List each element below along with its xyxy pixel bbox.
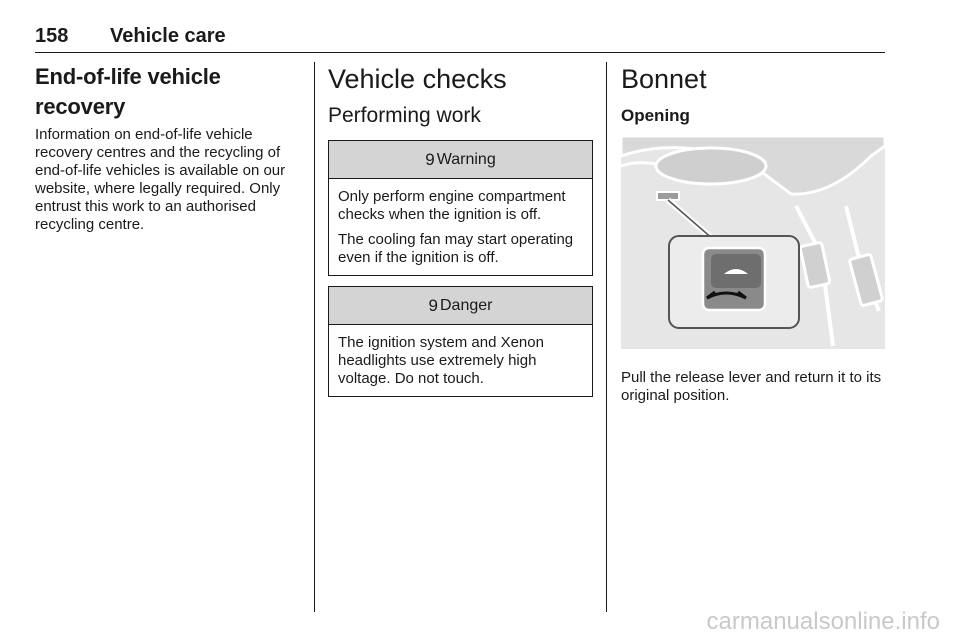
column-end-of-life — [35, 62, 303, 234]
section-heading: Vehicle checks — [328, 64, 507, 94]
chapter-title: Vehicle care — [110, 25, 226, 47]
warning-title: Warning — [436, 150, 496, 168]
danger-box — [328, 286, 593, 397]
column-vehicle-checks — [328, 62, 593, 397]
danger-title: Danger — [439, 296, 493, 314]
danger-box-header — [329, 287, 592, 325]
page-number: 158 — [35, 25, 69, 47]
column-divider — [314, 62, 315, 612]
warning-text: Only perform engine compartment checks when the ignition is off. — [338, 188, 566, 223]
body-text: Information on end-of-life vehicle recovery centres and the recycling of end-of-life vehicles is available on our website, where legally required. Only entrust this work to an authorised recycling centre. — [35, 126, 286, 233]
bonnet-release-illustration — [621, 136, 885, 349]
warning-box — [328, 140, 593, 276]
danger-icon: 9 — [428, 295, 438, 315]
column-bonnet — [621, 62, 887, 405]
warning-icon: 9 — [425, 149, 435, 169]
page-header — [35, 22, 885, 53]
sub-heading: Performing work — [328, 104, 481, 127]
watermark: carmanualsonline.info — [706, 608, 940, 635]
column-divider — [606, 62, 607, 612]
danger-text: The ignition system and Xenon headlights use extremely high voltage. Do not touch. — [338, 334, 544, 387]
warning-text: The cooling fan may start operating even if the ignition is off. — [338, 231, 574, 266]
section-heading: End-of-life vehicle recovery — [35, 64, 221, 119]
figure-caption: Pull the release lever and return it to its original position. — [621, 369, 882, 404]
warning-box-header — [329, 141, 592, 179]
section-heading: Bonnet — [621, 64, 707, 94]
danger-box-body — [329, 325, 592, 396]
warning-box-body — [329, 179, 592, 275]
sub-heading: Opening — [621, 106, 690, 125]
